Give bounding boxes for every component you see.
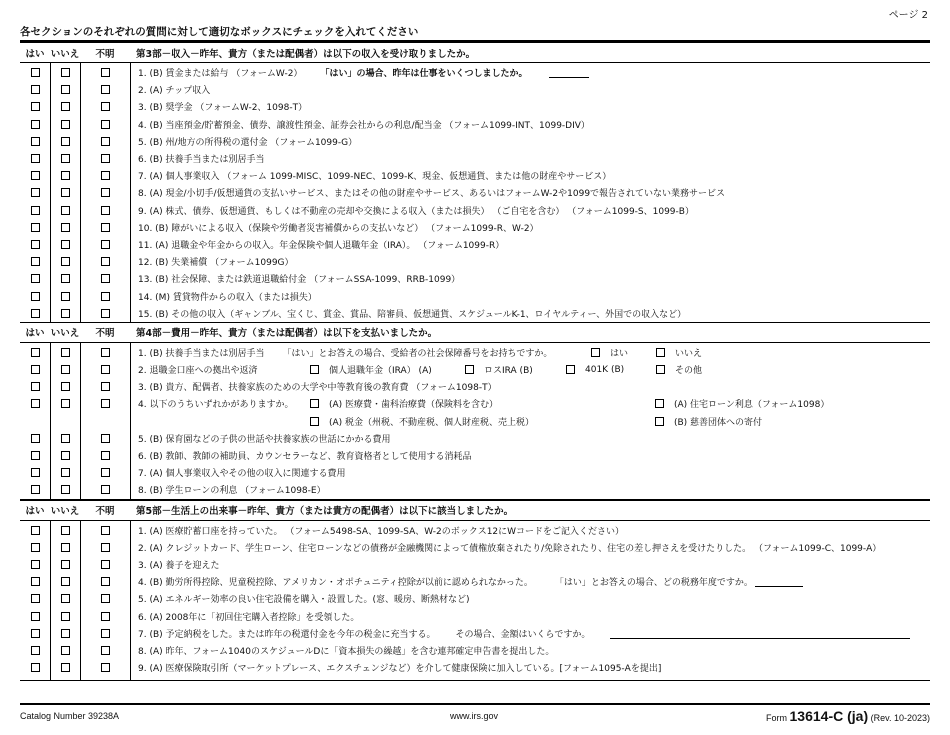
unsure-checkbox[interactable] bbox=[101, 223, 110, 232]
unsure-checkbox[interactable] bbox=[101, 120, 110, 129]
item-label: 7. (A) 個人事業収入 （フォーム 1099-MISC、1099-NEC、1099-K、現金、仮想通貨、または他の財産やサービス） bbox=[138, 172, 612, 183]
part3-item-15 bbox=[20, 305, 930, 322]
item-label: 11. (A) 退職金や年金からの収入。年金保険や個人退職年金（IRA）。 （フォーム1099-R） bbox=[138, 240, 505, 251]
part4-item-2 bbox=[20, 361, 930, 378]
col-yes: はい bbox=[25, 48, 45, 60]
unsure-checkbox[interactable] bbox=[101, 171, 110, 180]
col-no: いいえ bbox=[50, 328, 80, 340]
divider bbox=[20, 680, 930, 681]
no-checkbox[interactable] bbox=[61, 468, 70, 477]
no-checkbox[interactable] bbox=[61, 629, 70, 638]
no-checkbox[interactable] bbox=[61, 257, 70, 266]
unsure-checkbox[interactable] bbox=[101, 663, 110, 672]
yes-checkbox[interactable] bbox=[31, 451, 40, 460]
part5-body bbox=[20, 521, 930, 681]
part5-item-1 bbox=[20, 522, 930, 539]
part4-item-4 bbox=[20, 395, 930, 412]
item-label: 8. (B) 学生ローンの利息 （フォーム1098-E） bbox=[138, 486, 326, 497]
part4-item-6 bbox=[20, 447, 930, 464]
yes-checkbox[interactable] bbox=[31, 309, 40, 318]
no-checkbox[interactable] bbox=[61, 399, 70, 408]
unsure-checkbox[interactable] bbox=[101, 468, 110, 477]
part3-body bbox=[20, 63, 930, 322]
item-label: 1. (A) 医療貯蓄口座を持っていた。 （フォーム5498-SA、1099-SA、W-2のボックス12にWコードをご記入ください） bbox=[138, 526, 625, 537]
no-checkbox[interactable] bbox=[61, 577, 70, 586]
unsure-checkbox[interactable] bbox=[101, 543, 110, 552]
part5-item-5 bbox=[20, 590, 930, 607]
unsure-checkbox[interactable] bbox=[101, 399, 110, 408]
yes-checkbox[interactable] bbox=[31, 348, 40, 357]
ira-checkbox[interactable] bbox=[310, 365, 319, 374]
yes-checkbox[interactable] bbox=[31, 543, 40, 552]
no-checkbox[interactable] bbox=[61, 292, 70, 301]
yes-checkbox[interactable] bbox=[31, 612, 40, 621]
part3-item-9 bbox=[20, 202, 930, 219]
item-label: 8. (A) 現金/小切手/仮想通貨の支払いサービス、またはその他の財産やサービス、あるいはフォームW-2や1099で報告されていない業務サービス bbox=[138, 189, 726, 200]
item-label: 2. (A) クレジットカード、学生ローン、住宅ローンなどの債務が金融機関によって債権放棄されたり/免除されたり、住宅の差し押さえを受けたりした。 （フォーム1099-C、1099-A） bbox=[138, 543, 882, 554]
part3-item-8 bbox=[20, 184, 930, 201]
item-label: 4. 以下のうちいずれかがありますか。 bbox=[138, 400, 294, 411]
unsure-checkbox[interactable] bbox=[101, 240, 110, 249]
mortgage-interest-label: (A) 住宅ローン利息（フォーム1098） bbox=[674, 400, 830, 411]
part5-item-9 bbox=[20, 659, 930, 676]
no-checkbox[interactable] bbox=[61, 154, 70, 163]
item-label: 2. (A) チップ収入 bbox=[138, 86, 211, 97]
no-checkbox[interactable] bbox=[61, 137, 70, 146]
no-checkbox[interactable] bbox=[61, 594, 70, 603]
part3-item-1 bbox=[20, 64, 930, 81]
no-checkbox[interactable] bbox=[61, 451, 70, 460]
mortgage-interest-checkbox[interactable] bbox=[655, 399, 664, 408]
other-retirement-checkbox[interactable] bbox=[656, 365, 665, 374]
yes-checkbox[interactable] bbox=[31, 526, 40, 535]
401k-label: 401K (B) bbox=[585, 364, 625, 375]
no-checkbox[interactable] bbox=[61, 309, 70, 318]
item-followup: 「はい」の場合、昨年は仕事をいくつしましたか。 bbox=[320, 69, 528, 80]
item-label: 2. 退職金口座への拠出や返済 bbox=[138, 366, 258, 377]
item-label: 3. (B) 貴方、配偶者、扶養家族のための大学や中等教育後の教育費 （フォーム1098-T） bbox=[138, 383, 497, 394]
part4-item-7 bbox=[20, 464, 930, 481]
part3-item-6 bbox=[20, 150, 930, 167]
no-checkbox[interactable] bbox=[61, 382, 70, 391]
col-no: いいえ bbox=[50, 506, 80, 517]
item-label: 14. (M) 賃貸物件からの収入（または損失） bbox=[138, 292, 317, 303]
part3-item-3 bbox=[20, 98, 930, 115]
no-checkbox[interactable] bbox=[61, 85, 70, 94]
part5-header bbox=[20, 501, 930, 520]
yes-checkbox[interactable] bbox=[31, 663, 40, 672]
yes-checkbox[interactable] bbox=[31, 274, 40, 283]
part3-item-2 bbox=[20, 81, 930, 98]
form-id bbox=[766, 708, 930, 724]
item-label: 6. (A) 2008年に「初回住宅購入者控除」を受領した。 bbox=[138, 612, 360, 623]
item-label: 7. (A) 個人事業収入やその他の収入に関連する費用 bbox=[138, 469, 346, 480]
part3-item-13 bbox=[20, 270, 930, 287]
form-revision: (Rev. 10-2023) bbox=[870, 713, 930, 723]
yes-checkbox[interactable] bbox=[31, 434, 40, 443]
taxes-checkbox[interactable] bbox=[310, 417, 319, 426]
part3-item-12 bbox=[20, 253, 930, 270]
yes-checkbox[interactable] bbox=[31, 223, 40, 232]
item-label: 1. (B) 賃金または給与 （フォームW-2） bbox=[138, 69, 303, 80]
yes-checkbox[interactable] bbox=[31, 365, 40, 374]
yes-checkbox[interactable] bbox=[31, 468, 40, 477]
col-yes: はい bbox=[25, 506, 45, 517]
unsure-checkbox[interactable] bbox=[101, 137, 110, 146]
yes-checkbox[interactable] bbox=[31, 382, 40, 391]
no-checkbox[interactable] bbox=[61, 102, 70, 111]
part4-item-8 bbox=[20, 481, 930, 498]
no-checkbox[interactable] bbox=[61, 206, 70, 215]
unsure-checkbox[interactable] bbox=[101, 451, 110, 460]
item-followup: その場合、金額はいくらですか。 bbox=[455, 629, 591, 640]
part3-title: 第3部－収入－昨年、貴方（または配偶者）は以下の収入を受け取りましたか。 bbox=[136, 48, 476, 60]
part3-item-14 bbox=[20, 287, 930, 304]
yes-checkbox[interactable] bbox=[31, 257, 40, 266]
no-checkbox[interactable] bbox=[61, 663, 70, 672]
roth-ira-checkbox[interactable] bbox=[465, 365, 474, 374]
col-unsure: 不明 bbox=[95, 328, 115, 340]
ira-label: 個人退職年金（IRA） (A) bbox=[329, 366, 432, 377]
item-label: 4. (B) 勤労所得控除、児童税控除、アメリカン・オポチュニティ控除が以前に認められなかった。 bbox=[138, 578, 533, 589]
item-label: 9. (A) 医療保険取引所（マーケットプレース、エクスチェンジなど）を介して健康保険に加入している。[フォーム1095-Aを提出] bbox=[138, 664, 662, 675]
charity-label: (B) 慈善団体への寄付 bbox=[674, 417, 763, 428]
yes-checkbox[interactable] bbox=[31, 577, 40, 586]
questionnaire bbox=[20, 43, 930, 681]
charity-checkbox[interactable] bbox=[655, 417, 664, 426]
part5-item-2 bbox=[20, 539, 930, 556]
part4-body bbox=[20, 343, 930, 499]
yes-checkbox[interactable] bbox=[31, 188, 40, 197]
unsure-checkbox[interactable] bbox=[101, 85, 110, 94]
no-checkbox[interactable] bbox=[61, 68, 70, 77]
no-checkbox[interactable] bbox=[61, 646, 70, 655]
no-checkbox[interactable] bbox=[61, 120, 70, 129]
yes-checkbox[interactable] bbox=[31, 154, 40, 163]
item-label: 6. (B) 教師、教師の補助員、カウンセラーなど、教育資格者として使用する消耗品 bbox=[138, 452, 472, 463]
part5-item-3 bbox=[20, 556, 930, 573]
item-label: 4. (B) 当座預金/貯蓄預金、債券、譲渡性預金、証券会社からの利息/配当金 （フォーム1099-INT、1099-DIV） bbox=[138, 120, 590, 131]
catalog-number: Catalog Number 39238A bbox=[20, 711, 120, 721]
page-number: ページ 2 bbox=[888, 10, 928, 21]
part4-item-5 bbox=[20, 430, 930, 447]
ssn-no-label: いいえ bbox=[675, 348, 703, 359]
unsure-checkbox[interactable] bbox=[101, 102, 110, 111]
yes-checkbox[interactable] bbox=[31, 68, 40, 77]
item-followup: 「はい」とお答えの場合、どの税務年度ですか。 bbox=[554, 578, 753, 589]
item-label: 5. (B) 保育園などの子供の世話や扶養家族の世話にかかる費用 bbox=[138, 434, 391, 445]
footer bbox=[20, 703, 930, 724]
item-followup: 「はい」とお答えの場合、受給者の社会保障番号をお持ちですか。 bbox=[282, 348, 553, 359]
unsure-checkbox[interactable] bbox=[101, 560, 110, 569]
part3-item-11 bbox=[20, 236, 930, 253]
medical-expense-checkbox[interactable] bbox=[310, 399, 319, 408]
ssn-no-checkbox[interactable] bbox=[656, 348, 665, 357]
item-label: 6. (B) 扶養手当または別居手当 bbox=[138, 155, 265, 166]
item-label: 10. (B) 障がいによる収入（保険や労働者災害補償からの支払いなど） （フォーム1099-R、W-2） bbox=[138, 223, 539, 234]
unsure-checkbox[interactable] bbox=[101, 577, 110, 586]
item-label: 1. (B) 扶養手当または別居手当 bbox=[138, 348, 265, 359]
job-count-field[interactable] bbox=[549, 67, 589, 78]
part4-item-3 bbox=[20, 378, 930, 395]
unsure-checkbox[interactable] bbox=[101, 382, 110, 391]
unsure-checkbox[interactable] bbox=[101, 154, 110, 163]
part5-title: 第5部－生活上の出来事－昨年、貴方（または貴方の配偶者）は以下に該当しましたか。 bbox=[136, 506, 514, 517]
item-label: 13. (B) 社会保障、または鉄道退職給付金 （フォームSSA-1099、RRB-1099） bbox=[138, 275, 461, 286]
unsure-checkbox[interactable] bbox=[101, 646, 110, 655]
yes-checkbox[interactable] bbox=[31, 399, 40, 408]
item-label: 3. (B) 奨学金 （フォームW-2、1098-T） bbox=[138, 103, 308, 114]
part4-item-1 bbox=[20, 344, 930, 361]
no-checkbox[interactable] bbox=[61, 223, 70, 232]
item-label: 12. (B) 失業補償 （フォーム1099G） bbox=[138, 258, 294, 269]
401k-checkbox[interactable] bbox=[566, 365, 575, 374]
item-label: 15. (B) その他の収入（ギャンブル、宝くじ、賞金、賞品、陪審員、仮想通貨、スケジュールK-1、ロイヤルティー、外国での収入など） bbox=[138, 309, 687, 320]
part3-item-7 bbox=[20, 167, 930, 184]
form-number: 13614-C (ja) bbox=[789, 708, 869, 724]
no-checkbox[interactable] bbox=[61, 485, 70, 494]
unsure-checkbox[interactable] bbox=[101, 485, 110, 494]
yes-checkbox[interactable] bbox=[31, 137, 40, 146]
part5-item-8 bbox=[20, 642, 930, 659]
item-label: 9. (A) 株式、債券、仮想通貨、もしくは不動産の売却や交換による収入（または損失） （ご自宅を含む） （フォーム1099-S、1099-B） bbox=[138, 206, 694, 217]
unsure-checkbox[interactable] bbox=[101, 274, 110, 283]
no-checkbox[interactable] bbox=[61, 240, 70, 249]
item-label: 5. (A) エネルギー効率の良い住宅設備を購入・設置した。(窓、暖房、断熱材など) bbox=[138, 595, 470, 606]
yes-checkbox[interactable] bbox=[31, 240, 40, 249]
taxes-label: (A) 税金（州税、不動産税、個人財産税、売上税） bbox=[329, 417, 535, 428]
part3-item-5 bbox=[20, 133, 930, 150]
unsure-checkbox[interactable] bbox=[101, 309, 110, 318]
no-checkbox[interactable] bbox=[61, 188, 70, 197]
yes-checkbox[interactable] bbox=[31, 485, 40, 494]
yes-checkbox[interactable] bbox=[31, 560, 40, 569]
unsure-checkbox[interactable] bbox=[101, 526, 110, 535]
no-checkbox[interactable] bbox=[61, 274, 70, 283]
item-label: 5. (B) 州/地方の所得税の還付金 （フォーム1099-G） bbox=[138, 137, 358, 148]
other-retirement-label: その他 bbox=[675, 366, 703, 377]
unsure-checkbox[interactable] bbox=[101, 594, 110, 603]
unsure-checkbox[interactable] bbox=[101, 348, 110, 357]
no-checkbox[interactable] bbox=[61, 348, 70, 357]
item-label: 8. (A) 昨年、フォーム1040のスケジュールDに「資本損失の繰越」を含む連邦確定申告書を提出した。 bbox=[138, 646, 555, 657]
yes-checkbox[interactable] bbox=[31, 646, 40, 655]
part3-item-4 bbox=[20, 116, 930, 133]
unsure-checkbox[interactable] bbox=[101, 434, 110, 443]
yes-checkbox[interactable] bbox=[31, 85, 40, 94]
part5-item-4 bbox=[20, 573, 930, 590]
ssn-yes-label: はい bbox=[610, 348, 629, 359]
part4-item-4-cont bbox=[20, 413, 930, 430]
medical-expense-label: (A) 医療費・歯科治療費（保険料を含む） bbox=[329, 400, 499, 411]
part5-item-6 bbox=[20, 607, 930, 624]
tax-year-field[interactable] bbox=[755, 576, 803, 587]
form-prefix: Form bbox=[766, 713, 787, 723]
unsure-checkbox[interactable] bbox=[101, 257, 110, 266]
yes-checkbox[interactable] bbox=[31, 171, 40, 180]
unsure-checkbox[interactable] bbox=[101, 292, 110, 301]
col-no: いいえ bbox=[50, 48, 80, 60]
unsure-checkbox[interactable] bbox=[101, 612, 110, 621]
part5-item-7 bbox=[20, 625, 930, 642]
col-unsure: 不明 bbox=[95, 506, 115, 517]
no-checkbox[interactable] bbox=[61, 543, 70, 552]
item-label: 3. (A) 養子を迎えた bbox=[138, 560, 220, 571]
yes-checkbox[interactable] bbox=[31, 292, 40, 301]
no-checkbox[interactable] bbox=[61, 526, 70, 535]
yes-checkbox[interactable] bbox=[31, 629, 40, 638]
yes-checkbox[interactable] bbox=[31, 594, 40, 603]
unsure-checkbox[interactable] bbox=[101, 188, 110, 197]
col-yes: はい bbox=[25, 328, 45, 340]
roth-ira-label: ロスIRA (B) bbox=[484, 366, 533, 377]
part3-item-10 bbox=[20, 219, 930, 236]
yes-checkbox[interactable] bbox=[31, 120, 40, 129]
part4-title: 第4部－費用－昨年、貴方（または配偶者）は以下を支払いましたか。 bbox=[136, 328, 438, 340]
no-checkbox[interactable] bbox=[61, 365, 70, 374]
yes-checkbox[interactable] bbox=[31, 102, 40, 111]
amount-field[interactable] bbox=[610, 628, 910, 639]
no-checkbox[interactable] bbox=[61, 434, 70, 443]
col-unsure: 不明 bbox=[95, 48, 115, 60]
instructions: 各セクションのそれぞれの質問に対して適切なボックスにチェックを入れてください bbox=[20, 26, 419, 38]
part4-header bbox=[20, 323, 930, 342]
unsure-checkbox[interactable] bbox=[101, 206, 110, 215]
part3-header bbox=[20, 43, 930, 62]
unsure-checkbox[interactable] bbox=[101, 365, 110, 374]
irs-url[interactable]: www.irs.gov bbox=[450, 711, 499, 721]
no-checkbox[interactable] bbox=[61, 171, 70, 180]
unsure-checkbox[interactable] bbox=[101, 68, 110, 77]
no-checkbox[interactable] bbox=[61, 612, 70, 621]
ssn-yes-checkbox[interactable] bbox=[591, 348, 600, 357]
yes-checkbox[interactable] bbox=[31, 206, 40, 215]
no-checkbox[interactable] bbox=[61, 560, 70, 569]
item-label: 7. (B) 予定納税をした。または昨年の税還付金を今年の税金に充当する。 bbox=[138, 629, 436, 640]
unsure-checkbox[interactable] bbox=[101, 629, 110, 638]
